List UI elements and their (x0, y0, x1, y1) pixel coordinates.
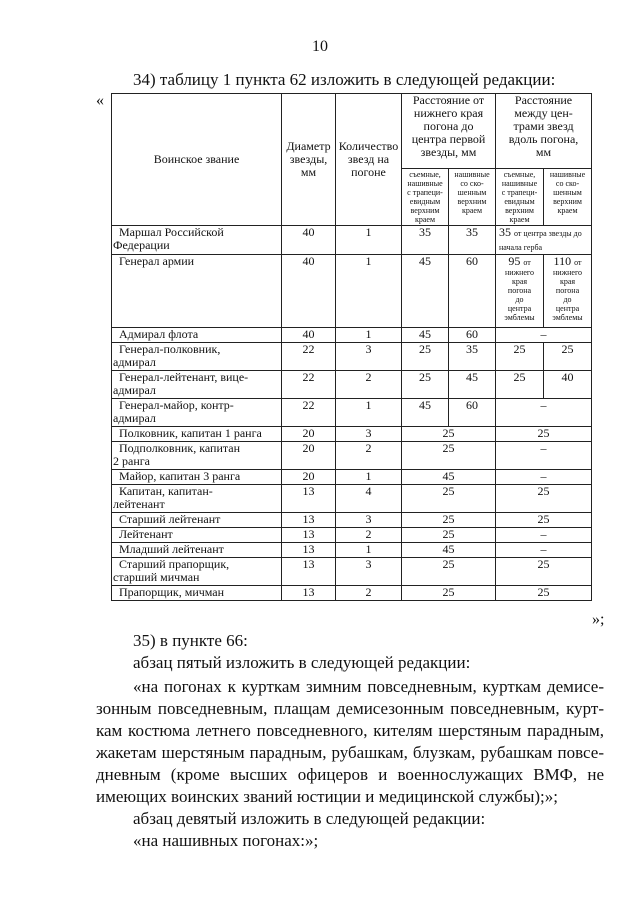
rank-cell: Младший лейтенант (112, 543, 282, 558)
diameter-cell: 13 (282, 543, 336, 558)
diameter-cell: 20 (282, 427, 336, 442)
rank-cell: Старший лейтенант (112, 513, 282, 528)
bottom-removable-cell: 35 (402, 226, 449, 255)
paragraph-nine-text: «на нашивных погонах:»; (133, 831, 319, 850)
count-cell: 1 (336, 255, 402, 328)
count-cell: 1 (336, 328, 402, 343)
spacing-removable-cell: 25 (496, 343, 544, 371)
spacing-sewn-cell: 25 (544, 343, 592, 371)
spacing-cell: – (496, 543, 592, 558)
spacing-cell: – (496, 442, 592, 470)
table-row (112, 343, 592, 371)
rank-cell: Майор, капитан 3 ранга (112, 470, 282, 485)
spacing-removable-cell: 95 от нижнего края погона до центра эмблемы (496, 255, 544, 328)
bottom-cell: 25 (402, 427, 496, 442)
rank-cell: Генерал-майор, контр- адмирал (112, 399, 282, 427)
table-row (112, 586, 592, 601)
rank-stars-table (111, 93, 592, 601)
diameter-cell: 20 (282, 470, 336, 485)
count-cell: 2 (336, 442, 402, 470)
opening-quote: « (96, 92, 104, 109)
bottom-sewn-cell: 60 (449, 328, 496, 343)
paragraph-five-text: «на погонах к курткам зимним повседневным, курткам демисе- зонным повседневным, плащам демисезонным повседневным, курт- кам костюма летнего повседневного, кителям шерстяным парадным, жакетам шерстяным парадным, рубашкам, блузкам, рубашкам повсе- дневным (кроме высших офицеров и военнослужащих ВМФ, не имеющих воинских званий юстиции и медицинской службы);»; (96, 677, 604, 806)
bottom-removable-cell: 25 (402, 343, 449, 371)
closing-quote: »; (592, 611, 605, 628)
count-cell: 2 (336, 586, 402, 601)
count-cell: 2 (336, 371, 402, 399)
subheader-removable-2: съемные, нашивные с трапеци- евидным верхним краем (496, 169, 544, 226)
rank-cell: Адмирал флота (112, 328, 282, 343)
item-35-heading: 35) в пункте 66: (133, 631, 248, 650)
table-row (112, 558, 592, 586)
table-row (112, 442, 592, 470)
table-row (112, 528, 592, 543)
header-distance-between: Расстояние между цен- трами звезд вдоль погона, мм (496, 94, 592, 169)
bottom-removable-cell: 45 (402, 328, 449, 343)
paragraph-nine-instruction: абзац девятый изложить в следующей редакции: (133, 809, 486, 828)
count-cell: 4 (336, 485, 402, 513)
bottom-cell: 25 (402, 513, 496, 528)
table-row (112, 371, 592, 399)
diameter-cell: 22 (282, 343, 336, 371)
rank-cell: Лейтенант (112, 528, 282, 543)
spacing-cell: 25 (496, 513, 592, 528)
count-cell: 3 (336, 343, 402, 371)
diameter-cell: 13 (282, 558, 336, 586)
paragraph-five-instruction: абзац пятый изложить в следующей редакции: (133, 653, 471, 672)
bottom-cell: 45 (402, 470, 496, 485)
bottom-cell: 25 (402, 528, 496, 543)
spacing-sewn-cell: 40 (544, 371, 592, 399)
spacing-cell: – (496, 399, 592, 427)
header-rank: Воинское звание (112, 94, 282, 226)
bottom-cell: 25 (402, 558, 496, 586)
diameter-cell: 22 (282, 399, 336, 427)
rank-cell: Полковник, капитан 1 ранга (112, 427, 282, 442)
spacing-cell: – (496, 470, 592, 485)
rank-cell: Генерал армии (112, 255, 282, 328)
count-cell: 1 (336, 470, 402, 485)
rank-cell: Маршал Российской Федерации (112, 226, 282, 255)
bottom-cell: 25 (402, 586, 496, 601)
diameter-cell: 40 (282, 226, 336, 255)
spacing-cell: 25 (496, 427, 592, 442)
table-row (112, 485, 592, 513)
rank-cell: Капитан, капитан- лейтенант (112, 485, 282, 513)
item-34-intro: 34) таблицу 1 пункта 62 изложить в следующей редакции: (133, 70, 556, 89)
subheader-sewn-1: нашивные со ско- шенным верхним краем (449, 169, 496, 226)
diameter-cell: 13 (282, 513, 336, 528)
bottom-removable-cell: 45 (402, 399, 449, 427)
bottom-sewn-cell: 35 (449, 226, 496, 255)
rank-cell: Генерал-лейтенант, вице- адмирал (112, 371, 282, 399)
rank-cell: Генерал-полковник, адмирал (112, 343, 282, 371)
table-row (112, 427, 592, 442)
diameter-cell: 20 (282, 442, 336, 470)
table-row (112, 226, 592, 255)
rank-cell: Старший прапорщик, старший мичман (112, 558, 282, 586)
diameter-cell: 13 (282, 485, 336, 513)
bottom-sewn-cell: 60 (449, 255, 496, 328)
bottom-removable-cell: 45 (402, 255, 449, 328)
spacing-removable-cell: 25 (496, 371, 544, 399)
table-row (112, 470, 592, 485)
diameter-cell: 40 (282, 255, 336, 328)
page-number: 10 (312, 38, 328, 55)
spacing-cell: 35 от центра звезды до начала герба (496, 226, 592, 255)
spacing-cell: 25 (496, 485, 592, 513)
count-cell: 2 (336, 528, 402, 543)
header-diameter: Диаметр звезды, мм (282, 94, 336, 226)
header-count: Количество звезд на погоне (336, 94, 402, 226)
spacing-cell: 25 (496, 586, 592, 601)
table-row (112, 255, 592, 328)
table-row (112, 543, 592, 558)
table-row (112, 513, 592, 528)
spacing-cell: 25 (496, 558, 592, 586)
count-cell: 3 (336, 558, 402, 586)
diameter-cell: 40 (282, 328, 336, 343)
count-cell: 1 (336, 399, 402, 427)
count-cell: 3 (336, 427, 402, 442)
bottom-sewn-cell: 35 (449, 343, 496, 371)
count-cell: 1 (336, 543, 402, 558)
table-row (112, 328, 592, 343)
bottom-removable-cell: 25 (402, 371, 449, 399)
bottom-cell: 45 (402, 543, 496, 558)
count-cell: 3 (336, 513, 402, 528)
subheader-sewn-2: нашивные со ско- шенным верхним краем (544, 169, 592, 226)
diameter-cell: 13 (282, 528, 336, 543)
header-distance-bottom: Расстояние от нижнего края погона до центра первой звезды, мм (402, 94, 496, 169)
subheader-removable-1: съемные, нашивные с трапеци- евидным верхним краем (402, 169, 449, 226)
diameter-cell: 22 (282, 371, 336, 399)
bottom-cell: 25 (402, 485, 496, 513)
spacing-cell: – (496, 528, 592, 543)
rank-cell: Прапорщик, мичман (112, 586, 282, 601)
spacing-cell: – (496, 328, 592, 343)
bottom-sewn-cell: 45 (449, 371, 496, 399)
bottom-cell: 25 (402, 442, 496, 470)
rank-cell: Подполковник, капитан 2 ранга (112, 442, 282, 470)
spacing-sewn-cell: 110 от нижнего края погона до центра эмблемы (544, 255, 592, 328)
table-row (112, 399, 592, 427)
count-cell: 1 (336, 226, 402, 255)
diameter-cell: 13 (282, 586, 336, 601)
bottom-sewn-cell: 60 (449, 399, 496, 427)
